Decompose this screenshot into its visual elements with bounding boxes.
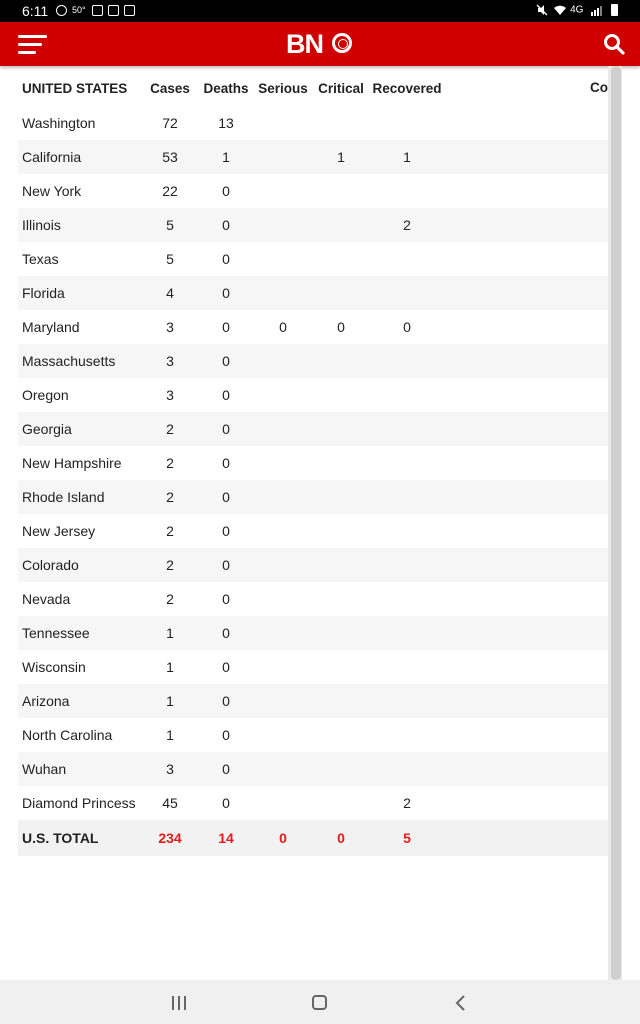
cell-spacer — [444, 548, 608, 582]
cell-spacer — [444, 310, 608, 344]
cell-recovered: 2 — [403, 795, 411, 811]
cell-serious — [254, 242, 312, 276]
cell-serious — [254, 752, 312, 786]
cell-serious — [254, 548, 312, 582]
cell-deaths: 1 — [198, 140, 254, 174]
table-row — [18, 616, 608, 650]
cell-critical — [312, 378, 370, 412]
cell-critical — [312, 446, 370, 480]
cell-deaths: 0 — [222, 183, 230, 199]
cell-serious — [254, 412, 312, 446]
cell-state: Diamond Princess — [22, 795, 136, 811]
signal-icon — [590, 5, 602, 16]
cell-state: Georgia — [18, 412, 142, 446]
cell-recovered — [370, 752, 444, 786]
cell-deaths: 0 — [198, 616, 254, 650]
table-row — [18, 208, 608, 242]
cell-recovered — [370, 514, 444, 548]
column-header-cases: Cases — [150, 80, 190, 96]
cell-critical — [312, 752, 370, 786]
cell-recovered — [370, 548, 444, 582]
cell-state: Oregon — [22, 387, 69, 403]
cell-recovered — [370, 582, 444, 616]
cell-recovered — [370, 276, 444, 310]
column-header-recovered: Recovered — [372, 80, 442, 96]
cell-state: Wisconsin — [22, 659, 86, 675]
cell-deaths: 13 — [218, 115, 234, 131]
cell-critical — [312, 650, 370, 684]
cell-critical: 1 — [312, 140, 370, 174]
cell-serious: 0 — [279, 319, 287, 335]
cell-cases: 1 — [142, 616, 198, 650]
cell-serious — [254, 174, 312, 208]
cell-state: Texas — [22, 251, 59, 267]
cell-deaths: 0 — [222, 659, 230, 675]
image-icon — [92, 5, 103, 16]
cell-recovered — [370, 480, 444, 514]
cell-critical — [312, 582, 370, 616]
cell-cases: 45 — [162, 795, 178, 811]
cell-cases: 3 — [166, 319, 174, 335]
cell-critical: 0 — [337, 319, 345, 335]
cell-spacer — [444, 480, 608, 514]
cell-recovered — [370, 684, 444, 718]
table-header-row — [18, 70, 608, 106]
cell-state: North Carolina — [22, 727, 113, 743]
cell-state: Washington — [22, 115, 96, 131]
cell-cases: 4 — [142, 276, 198, 310]
recent-apps-icon[interactable] — [172, 996, 188, 1010]
status-notification-icons — [56, 4, 140, 16]
cell-cases: 2 — [166, 591, 174, 607]
cell-cases: 1 — [142, 684, 198, 718]
column-header-deaths: Deaths — [203, 80, 249, 96]
cell-deaths: 0 — [222, 795, 230, 811]
table-row — [18, 582, 608, 616]
cell-cases: 3 — [142, 752, 198, 786]
cell-spacer — [444, 650, 608, 684]
cell-state: Tennessee — [18, 616, 142, 650]
cell-spacer — [444, 752, 608, 786]
cell-spacer — [444, 106, 608, 140]
cell-state: Florida — [18, 276, 142, 310]
search-icon[interactable] — [603, 33, 625, 55]
cell-cases: 72 — [162, 115, 178, 131]
cell-state: New Jersey — [22, 523, 96, 539]
settings-icon — [56, 5, 67, 16]
cell-spacer — [444, 276, 608, 310]
cell-critical — [312, 514, 370, 548]
total-cases: 234 — [142, 820, 198, 856]
bno-logo[interactable] — [286, 29, 356, 59]
cell-recovered — [370, 378, 444, 412]
cell-deaths: 0 — [198, 276, 254, 310]
mute-icon — [536, 4, 548, 16]
table-row — [18, 650, 608, 684]
cell-state: Massachusetts — [18, 344, 142, 378]
cell-cases: 2 — [142, 480, 198, 514]
table-row — [18, 446, 608, 480]
cell-cases: 1 — [166, 727, 174, 743]
status-bar — [0, 0, 640, 22]
cell-recovered — [370, 650, 444, 684]
total-serious: 0 — [254, 820, 312, 856]
cell-serious — [254, 378, 312, 412]
cell-state: New York — [22, 183, 82, 199]
table-row — [18, 514, 608, 548]
cell-serious — [254, 276, 312, 310]
cell-cases: 5 — [166, 251, 174, 267]
cell-serious — [254, 106, 312, 140]
cell-deaths: 0 — [198, 412, 254, 446]
cell-cases: 2 — [166, 455, 174, 471]
cell-critical — [312, 242, 370, 276]
cell-serious — [254, 650, 312, 684]
cell-serious — [254, 582, 312, 616]
wifi-icon — [553, 4, 567, 16]
table-row — [18, 480, 608, 514]
total-state: U.S. TOTAL — [18, 820, 142, 856]
cell-deaths: 0 — [222, 523, 230, 539]
cell-spacer — [444, 820, 608, 856]
cell-cases: 3 — [142, 344, 198, 378]
cell-state: Maryland — [22, 319, 80, 335]
cell-critical — [312, 616, 370, 650]
column-header-serious: Serious — [258, 80, 308, 96]
table-row — [18, 548, 608, 582]
cell-recovered: 0 — [403, 319, 411, 335]
logo-text: BN — [286, 29, 323, 59]
cell-spacer — [444, 242, 608, 276]
cell-deaths: 0 — [198, 480, 254, 514]
cell-cases: 1 — [166, 659, 174, 675]
table-row — [18, 752, 608, 786]
cell-spacer — [444, 378, 608, 412]
cell-deaths: 0 — [198, 548, 254, 582]
cell-cases: 53 — [142, 140, 198, 174]
cell-serious — [254, 786, 312, 820]
table-row — [18, 378, 608, 412]
table-row — [18, 412, 608, 446]
table-row — [18, 684, 608, 718]
cell-critical — [312, 276, 370, 310]
cell-deaths: 0 — [198, 684, 254, 718]
cell-serious — [254, 344, 312, 378]
cell-spacer — [444, 616, 608, 650]
cell-deaths: 0 — [222, 319, 230, 335]
cell-deaths: 0 — [198, 208, 254, 242]
cell-cases: 2 — [142, 412, 198, 446]
cell-cases: 2 — [142, 548, 198, 582]
cell-spacer — [444, 412, 608, 446]
cell-serious — [254, 514, 312, 548]
cell-spacer — [444, 514, 608, 548]
cell-critical — [312, 786, 370, 820]
cell-recovered: 2 — [370, 208, 444, 242]
cell-serious — [254, 140, 312, 174]
cell-spacer — [444, 344, 608, 378]
menu-icon[interactable] — [18, 35, 48, 55]
cell-state: California — [18, 140, 142, 174]
table-row — [18, 242, 608, 276]
table-row — [18, 276, 608, 310]
cell-serious — [254, 616, 312, 650]
cell-serious — [254, 208, 312, 242]
column-header-critical: Critical — [318, 80, 364, 96]
cell-state: Nevada — [22, 591, 71, 607]
column-header-region: UNITED STATES — [22, 80, 128, 96]
cell-serious — [254, 446, 312, 480]
weather-temperature: 50° — [72, 5, 86, 16]
cell-state: Illinois — [18, 208, 142, 242]
cell-cases: 5 — [142, 208, 198, 242]
cell-critical — [312, 412, 370, 446]
cell-state: New Hampshire — [22, 455, 122, 471]
cell-state: Wuhan — [18, 752, 142, 786]
cell-spacer — [444, 786, 608, 820]
total-deaths: 14 — [198, 820, 254, 856]
cell-state: Rhode Island — [18, 480, 142, 514]
cell-serious — [254, 480, 312, 514]
table-row — [18, 786, 608, 820]
cell-recovered — [370, 616, 444, 650]
globe-icon — [332, 33, 352, 53]
total-recovered: 5 — [370, 820, 444, 856]
cell-recovered — [370, 106, 444, 140]
column-header-spacer — [444, 70, 608, 106]
cell-spacer — [444, 174, 608, 208]
cell-deaths: 0 — [198, 752, 254, 786]
cell-serious — [254, 684, 312, 718]
back-icon[interactable] — [454, 994, 468, 1012]
total-critical: 0 — [312, 820, 370, 856]
status-system-icons — [536, 4, 618, 16]
cell-spacer — [444, 718, 608, 752]
table-row — [18, 174, 608, 208]
total-row — [18, 820, 608, 856]
home-icon[interactable] — [312, 995, 327, 1010]
cell-critical — [312, 344, 370, 378]
cell-deaths: 0 — [222, 591, 230, 607]
cell-deaths: 0 — [222, 387, 230, 403]
cell-serious — [254, 718, 312, 752]
scrollbar-thumb[interactable] — [611, 66, 621, 980]
table-row — [18, 140, 608, 174]
cell-critical — [312, 548, 370, 582]
cell-critical — [312, 718, 370, 752]
cell-critical — [312, 480, 370, 514]
cell-critical — [312, 208, 370, 242]
cell-deaths: 0 — [222, 251, 230, 267]
cell-critical — [312, 106, 370, 140]
cell-state: Colorado — [18, 548, 142, 582]
cell-spacer — [444, 582, 608, 616]
column-header-cut: Co — [590, 80, 608, 95]
cell-critical — [312, 684, 370, 718]
cell-recovered — [370, 412, 444, 446]
status-time: 6:11 — [22, 3, 49, 19]
us-cases-table — [18, 70, 608, 856]
cell-recovered — [370, 242, 444, 276]
cell-recovered — [370, 446, 444, 480]
table-row — [18, 718, 608, 752]
mail-icon — [108, 5, 119, 16]
cell-recovered: 1 — [370, 140, 444, 174]
cell-cases: 2 — [166, 523, 174, 539]
cell-spacer — [444, 140, 608, 174]
system-navigation-bar — [0, 980, 640, 1024]
cell-spacer — [444, 446, 608, 480]
cell-cases: 22 — [162, 183, 178, 199]
cell-deaths: 0 — [198, 344, 254, 378]
table-row — [18, 310, 608, 344]
cell-spacer — [444, 208, 608, 242]
cell-deaths: 0 — [222, 727, 230, 743]
cell-spacer — [444, 684, 608, 718]
network-type: 4G — [570, 4, 584, 16]
table-row — [18, 344, 608, 378]
page-content — [0, 66, 640, 980]
battery-icon — [611, 4, 618, 16]
table-row — [18, 106, 608, 140]
cell-recovered — [370, 718, 444, 752]
clipboard-icon — [124, 5, 135, 16]
cell-cases: 3 — [166, 387, 174, 403]
table-body — [18, 106, 608, 856]
cell-state: Arizona — [18, 684, 142, 718]
cell-recovered — [370, 174, 444, 208]
cell-recovered — [370, 344, 444, 378]
site-header — [0, 22, 640, 66]
cell-deaths: 0 — [222, 455, 230, 471]
cell-critical — [312, 174, 370, 208]
